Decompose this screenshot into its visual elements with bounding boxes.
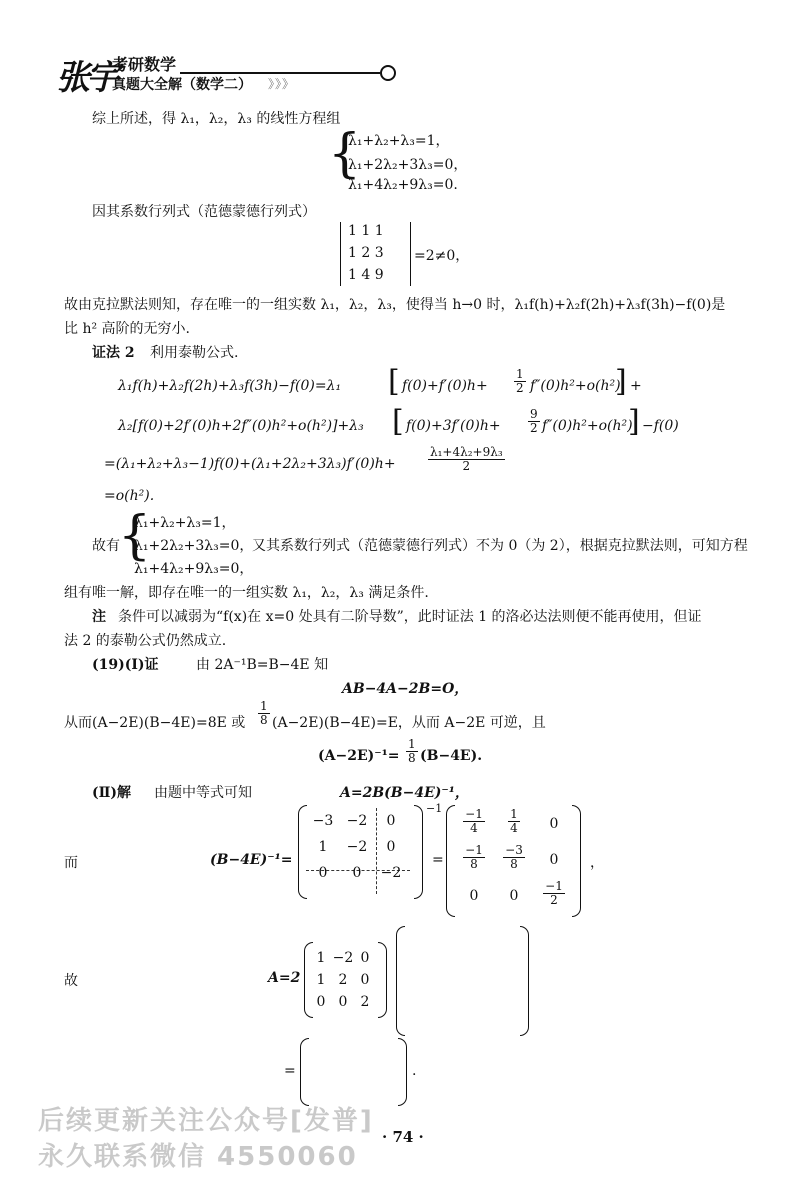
q19-part1-label: (19)(Ⅰ)证 bbox=[92, 657, 159, 673]
taylor-line3-left: =(λ₁+λ₂+λ₃−1)f(0)+(λ₁+2λ₂+3λ₃)f′(0)h+ bbox=[104, 456, 396, 472]
system2-eq3: λ₁+4λ₂+9λ₃=0， bbox=[134, 561, 254, 577]
bracket-open: [ bbox=[388, 364, 400, 399]
book-subtitle: 真题大全解（数学二） bbox=[112, 76, 252, 92]
system2-prefix: 故有 bbox=[92, 538, 120, 554]
system1-eq1: λ₁+λ₂+λ₃=1， bbox=[348, 133, 450, 149]
matrix-cell: 1 bbox=[316, 972, 326, 988]
taylor-line2-tail: −f(0) bbox=[642, 418, 679, 434]
matrix-cell: 0 bbox=[352, 865, 362, 881]
matrix-cell: 0 bbox=[360, 972, 370, 988]
fraction: $\frac{1}{8}$ bbox=[260, 699, 268, 727]
left-brace: { bbox=[328, 124, 362, 184]
er-tail: ， bbox=[590, 855, 604, 871]
watermark-line1: 后续更新关注公众号[发普] bbox=[38, 1106, 374, 1136]
matrix-cell: 0 bbox=[509, 888, 519, 904]
paren-left bbox=[300, 1038, 309, 1106]
paren-right bbox=[378, 942, 387, 1018]
matrix-cell: 0 bbox=[549, 852, 559, 868]
note-line1: 条件可以减弱为“f(x)在 x=0 处具有二阶导数”，此时证法 1 的洛必达法则便不能再使用，但证 bbox=[118, 609, 702, 625]
left-brace: { bbox=[118, 506, 152, 566]
system-intro: 综上所述，得 λ₁，λ₂，λ₃ 的线性方程组 bbox=[92, 111, 341, 127]
taylor-line1-mid: f(0)+f′(0)h+ bbox=[402, 378, 488, 394]
matrix-cell: −2 bbox=[380, 865, 402, 881]
paren-right bbox=[398, 1038, 407, 1106]
page-number: · 74 · bbox=[382, 1128, 424, 1146]
taylor-line2-right: f″(0)h²+o(h²) bbox=[542, 418, 633, 434]
chevron-decoration-icon: 》》》 bbox=[268, 77, 296, 91]
q19-inverse-left: (A−2E)⁻¹= bbox=[318, 748, 400, 764]
matrix-cell: 2 bbox=[338, 972, 348, 988]
q19-from-right: (A−2E)(B−4E)=E，从而 A−2E 可逆，且 bbox=[272, 715, 546, 731]
result-equals: = bbox=[284, 1063, 296, 1079]
system2-rest: 又其系数行列式（范德蒙德行列式）不为 0（为 2），根据克拉默法则，可知方程 bbox=[252, 538, 748, 554]
book-series-title: 考研数学 bbox=[112, 57, 177, 74]
det-row: 1 2 3 bbox=[348, 245, 384, 261]
matrix-cell: 1 bbox=[318, 839, 328, 855]
watermark-line2: 永久联系微信 4550060 bbox=[38, 1142, 358, 1172]
system2-eq2: λ₁+2λ₂+3λ₃=0， bbox=[134, 538, 254, 554]
matrix-cell: 0 bbox=[549, 816, 559, 832]
matrix-cell: −3 bbox=[312, 813, 334, 829]
paren-right bbox=[520, 926, 529, 1036]
plus-sign: + bbox=[630, 378, 642, 394]
matrix-cell: $\frac{-3}{8}$ bbox=[505, 843, 523, 871]
q19-part2-label: (Ⅱ)解 bbox=[92, 785, 132, 801]
det-result: =2≠0， bbox=[414, 248, 470, 264]
q19-part2-text: 由题中等式可知 bbox=[154, 785, 252, 801]
proof2-title-rest: 利用泰勒公式. bbox=[150, 345, 239, 361]
q19-part1-text: 由 2A⁻¹B=B−4E 知 bbox=[196, 657, 329, 673]
q19-equation: AB−4A−2B=O， bbox=[342, 681, 469, 697]
proof2-conclusion: 组有唯一解，即存在唯一的一组实数 λ₁，λ₂，λ₃ 满足条件. bbox=[64, 585, 429, 601]
taylor-line1-left: λ₁f(h)+λ₂f(2h)+λ₃f(3h)−f(0)=λ₁ bbox=[118, 378, 342, 394]
proof2-title: 证法 2 bbox=[92, 345, 135, 361]
bracket-close: ] bbox=[615, 364, 627, 399]
matrix-cell: 1 bbox=[316, 950, 326, 966]
det-right-bar bbox=[410, 222, 411, 286]
inverse-superscript: −1 bbox=[426, 802, 443, 815]
author-logo: 张宇 bbox=[56, 58, 116, 98]
matrix-cell: 0 bbox=[360, 950, 370, 966]
matrix-cell: −2 bbox=[346, 839, 368, 855]
header-rule-end-circle bbox=[380, 65, 396, 81]
det-row: 1 1 1 bbox=[348, 223, 384, 239]
q19-inverse-right: (B−4E). bbox=[420, 748, 483, 764]
determinant-intro: 因其系数行列式（范德蒙德行列式） bbox=[92, 204, 316, 220]
conclusion-line2: 比 h² 高阶的无穷小. bbox=[64, 321, 190, 337]
matrix-cell: 0 bbox=[386, 839, 396, 855]
matrix-cell: $\frac{-1}{2}$ bbox=[545, 879, 563, 907]
q19-part2-equation: A=2B(B−4E)⁻¹， bbox=[340, 785, 469, 801]
taylor-line2-mid: f(0)+3f′(0)h+ bbox=[406, 418, 501, 434]
matrix-cell: 0 bbox=[318, 865, 328, 881]
result-tail: . bbox=[412, 1063, 417, 1079]
fraction: $\frac{1}{8}$ bbox=[408, 737, 416, 765]
er-lhs: (B−4E)⁻¹= bbox=[210, 852, 293, 868]
matrix-cell: $\frac{-1}{8}$ bbox=[465, 843, 483, 871]
system2-eq1: λ₁+λ₂+λ₃=1， bbox=[134, 515, 236, 531]
taylor-line4: =o(h²). bbox=[104, 488, 155, 504]
note-line2: 法 2 的泰勒公式仍然成立. bbox=[64, 633, 227, 649]
fraction: $\frac{\text{λ₁+4λ₂+9λ₃}}{2}$ bbox=[430, 445, 503, 473]
er-label: 而 bbox=[64, 855, 78, 871]
matrix-cell: −2 bbox=[332, 950, 354, 966]
matrix-cell: 0 bbox=[316, 994, 326, 1010]
system1-eq3: λ₁+4λ₂+9λ₃=0. bbox=[348, 177, 458, 193]
matrix-cell: 0 bbox=[469, 888, 479, 904]
q19-from-left: 从而(A−2E)(B−4E)=8E 或 bbox=[64, 715, 246, 731]
matrix-cell: 0 bbox=[338, 994, 348, 1010]
system1-eq2: λ₁+2λ₂+3λ₃=0， bbox=[348, 157, 468, 173]
matrix-cell: −2 bbox=[346, 813, 368, 829]
paren-left bbox=[396, 926, 405, 1036]
matrix-cell: 0 bbox=[386, 813, 396, 829]
fraction: $\frac{1}{2}$ bbox=[516, 367, 524, 395]
matrix-cell: $\frac{-1}{4}$ bbox=[465, 807, 483, 835]
taylor-line1-right: f″(0)h²+o(h²) bbox=[530, 378, 621, 394]
paren-right bbox=[414, 805, 423, 899]
gu-label: 故 bbox=[64, 973, 78, 989]
bracket-open: [ bbox=[392, 404, 404, 439]
matrix-cell: $\frac{1}{4}$ bbox=[510, 807, 518, 835]
fraction: $\frac{9}{2}$ bbox=[530, 407, 538, 435]
bracket-close: ] bbox=[628, 404, 640, 439]
conclusion-line1: 故由克拉默法则知，存在唯一的一组实数 λ₁，λ₂，λ₃，使得当 h→0 时，λ₁f(h)+λ₂f(2h)+λ₃f(3h)−f(0)是 bbox=[64, 297, 726, 313]
taylor-line2-left: λ₂[f(0)+2f′(0)h+2f″(0)h²+o(h²)]+λ₃ bbox=[118, 418, 364, 434]
equals-sign: = bbox=[432, 852, 444, 868]
matrix-cell: 2 bbox=[360, 994, 370, 1010]
det-left-bar bbox=[340, 222, 341, 286]
gu-lhs: A=2 bbox=[268, 970, 301, 986]
note-label: 注 bbox=[92, 609, 106, 625]
det-row: 1 4 9 bbox=[348, 267, 384, 283]
